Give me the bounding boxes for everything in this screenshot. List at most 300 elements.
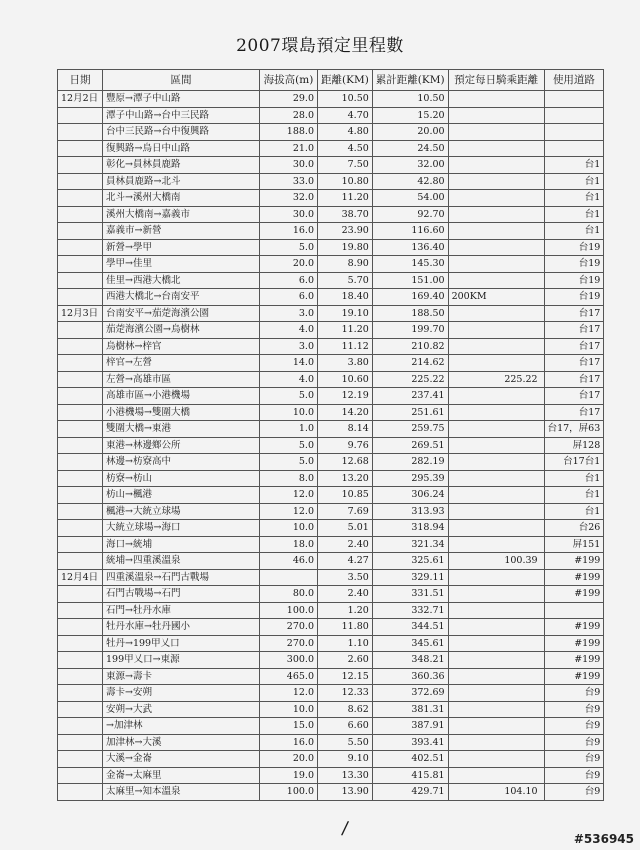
cell-segment: 枋寮→枋山 — [103, 470, 260, 487]
cell-altitude: 300.0 — [260, 652, 318, 669]
cell-road — [544, 91, 604, 108]
table-row — [58, 685, 604, 702]
cell-segment: 統埔→四重溪溫泉 — [103, 553, 260, 570]
cell-segment: 北斗→溪州大橋南 — [103, 190, 260, 207]
cell-altitude: 270.0 — [260, 635, 318, 652]
cell-daily-ride — [448, 503, 544, 520]
cell-road: 台1 — [544, 206, 604, 223]
cell-road: #199 — [544, 553, 604, 570]
table-row — [58, 124, 604, 141]
cell-road: #199 — [544, 635, 604, 652]
watermark-id: #536945 — [573, 832, 634, 846]
cell-distance: 1.20 — [318, 602, 373, 619]
cell-distance: 9.76 — [318, 437, 373, 454]
cell-daily-ride — [448, 272, 544, 289]
cell-date — [58, 520, 103, 537]
table-row — [58, 388, 604, 405]
cell-segment: 台南安平→茄萣海濱公園 — [103, 305, 260, 322]
col-header-cumulative: 累計距離(KM) — [372, 70, 448, 91]
cell-distance: 8.62 — [318, 701, 373, 718]
cell-road: 台17 — [544, 371, 604, 388]
cell-distance: 12.19 — [318, 388, 373, 405]
cell-date: 12月2日 — [58, 91, 103, 108]
cell-date — [58, 322, 103, 339]
cell-altitude: 100.0 — [260, 784, 318, 801]
table-row — [58, 404, 604, 421]
cell-altitude: 20.0 — [260, 751, 318, 768]
cell-cumulative: 321.34 — [372, 536, 448, 553]
cell-distance: 1.10 — [318, 635, 373, 652]
table-row — [58, 602, 604, 619]
cell-altitude: 30.0 — [260, 157, 318, 174]
cell-road: 台17 — [544, 355, 604, 372]
cell-distance: 9.10 — [318, 751, 373, 768]
cell-road: 台9 — [544, 784, 604, 801]
cell-date — [58, 355, 103, 372]
cell-date — [58, 239, 103, 256]
cell-distance: 5.50 — [318, 734, 373, 751]
cell-road: 台1 — [544, 503, 604, 520]
cell-daily-ride — [448, 437, 544, 454]
cell-cumulative: 387.91 — [372, 718, 448, 735]
cell-daily-ride — [448, 586, 544, 603]
cell-date — [58, 470, 103, 487]
cell-cumulative: 10.50 — [372, 91, 448, 108]
cell-road: 台26 — [544, 520, 604, 537]
cell-date — [58, 421, 103, 438]
table-row — [58, 619, 604, 636]
cell-distance: 11.20 — [318, 190, 373, 207]
cell-altitude: 188.0 — [260, 124, 318, 141]
cell-distance: 12.15 — [318, 668, 373, 685]
table-row — [58, 454, 604, 471]
cell-cumulative: 188.50 — [372, 305, 448, 322]
cell-segment: 楓港→大統立球場 — [103, 503, 260, 520]
cell-segment: 大統立球場→海口 — [103, 520, 260, 537]
cell-date — [58, 652, 103, 669]
cell-road: 台1 — [544, 470, 604, 487]
cell-segment: 安朔→大武 — [103, 701, 260, 718]
cell-segment: 太麻里→知本溫泉 — [103, 784, 260, 801]
cell-distance: 3.50 — [318, 569, 373, 586]
cell-segment: 員林員鹿路→北斗 — [103, 173, 260, 190]
cell-road: #199 — [544, 668, 604, 685]
cell-altitude: 3.0 — [260, 338, 318, 355]
cell-daily-ride — [448, 734, 544, 751]
table-row — [58, 784, 604, 801]
cell-segment: 小港機場→雙圍大橋 — [103, 404, 260, 421]
cell-distance: 13.90 — [318, 784, 373, 801]
cell-distance: 13.30 — [318, 767, 373, 784]
cell-daily-ride — [448, 190, 544, 207]
cell-date — [58, 553, 103, 570]
page-title: 2007環島預定里程數 — [236, 36, 404, 56]
cell-daily-ride — [448, 140, 544, 157]
cell-cumulative: 381.31 — [372, 701, 448, 718]
cell-cumulative: 318.94 — [372, 520, 448, 537]
cell-daily-ride — [448, 685, 544, 702]
cell-road: 屏151 — [544, 536, 604, 553]
cell-cumulative: 295.39 — [372, 470, 448, 487]
cell-segment: 壽卡→安朔 — [103, 685, 260, 702]
cell-date — [58, 454, 103, 471]
cell-distance: 38.70 — [318, 206, 373, 223]
cell-distance: 2.40 — [318, 586, 373, 603]
cell-daily-ride — [448, 470, 544, 487]
table-row — [58, 767, 604, 784]
table-row — [58, 569, 604, 586]
cell-distance: 8.14 — [318, 421, 373, 438]
cell-altitude: 10.0 — [260, 701, 318, 718]
cell-date — [58, 602, 103, 619]
cell-cumulative: 429.71 — [372, 784, 448, 801]
cell-distance: 5.01 — [318, 520, 373, 537]
cell-segment: 茄萣海濱公園→烏樹林 — [103, 322, 260, 339]
cell-road: 台19 — [544, 256, 604, 273]
cell-altitude: 12.0 — [260, 685, 318, 702]
table-row — [58, 239, 604, 256]
cell-altitude: 100.0 — [260, 602, 318, 619]
cell-distance: 10.80 — [318, 173, 373, 190]
cell-segment: 枋山→楓港 — [103, 487, 260, 504]
cell-road: 台17 — [544, 388, 604, 405]
table-row — [58, 223, 604, 240]
cell-road: 台1 — [544, 223, 604, 240]
cell-cumulative: 237.41 — [372, 388, 448, 405]
cell-road: 台9 — [544, 751, 604, 768]
cell-segment: 復興路→烏日中山路 — [103, 140, 260, 157]
cell-daily-ride — [448, 124, 544, 141]
table-row — [58, 652, 604, 669]
cell-altitude: 32.0 — [260, 190, 318, 207]
cell-cumulative: 92.70 — [372, 206, 448, 223]
cell-daily-ride — [448, 91, 544, 108]
table-row — [58, 305, 604, 322]
cell-daily-ride — [448, 404, 544, 421]
table-row — [58, 206, 604, 223]
cell-cumulative: 54.00 — [372, 190, 448, 207]
table-row — [58, 289, 604, 306]
cell-distance: 12.68 — [318, 454, 373, 471]
cell-road: 台1 — [544, 173, 604, 190]
cell-daily-ride — [448, 520, 544, 537]
cell-daily-ride — [448, 751, 544, 768]
cell-date — [58, 503, 103, 520]
cell-segment: 烏樹林→梓官 — [103, 338, 260, 355]
cell-date — [58, 190, 103, 207]
cell-daily-ride: 100.39 — [448, 553, 544, 570]
cell-road: 台9 — [544, 718, 604, 735]
cell-road: 台19 — [544, 239, 604, 256]
cell-distance: 11.12 — [318, 338, 373, 355]
cell-altitude: 10.0 — [260, 520, 318, 537]
cell-daily-ride — [448, 487, 544, 504]
cell-segment: 高雄市區→小港機場 — [103, 388, 260, 405]
cell-distance: 4.80 — [318, 124, 373, 141]
cell-altitude: 10.0 — [260, 404, 318, 421]
cell-road: 台1 — [544, 190, 604, 207]
cell-segment: 牡丹→199甲乂口 — [103, 635, 260, 652]
table-row — [58, 140, 604, 157]
table-row — [58, 734, 604, 751]
cell-daily-ride — [448, 355, 544, 372]
cell-segment: 潭子中山路→台中三民路 — [103, 107, 260, 124]
cell-segment: 溪州大橋南→嘉義市 — [103, 206, 260, 223]
table-row — [58, 470, 604, 487]
col-header-daily-ride: 預定每日騎乘距離 — [448, 70, 544, 91]
cell-road: 屏128 — [544, 437, 604, 454]
cell-distance: 2.60 — [318, 652, 373, 669]
cell-daily-ride — [448, 421, 544, 438]
cell-road: #199 — [544, 619, 604, 636]
cell-date — [58, 586, 103, 603]
cell-cumulative: 313.93 — [372, 503, 448, 520]
cell-altitude — [260, 569, 318, 586]
cell-cumulative: 331.51 — [372, 586, 448, 603]
cell-distance: 11.20 — [318, 322, 373, 339]
cell-distance: 12.33 — [318, 685, 373, 702]
table-row — [58, 371, 604, 388]
cell-road: 台17台1 — [544, 454, 604, 471]
cell-road: #199 — [544, 652, 604, 669]
cell-distance: 4.27 — [318, 553, 373, 570]
table-row — [58, 157, 604, 174]
cell-altitude: 12.0 — [260, 503, 318, 520]
cell-altitude: 21.0 — [260, 140, 318, 157]
cell-cumulative: 169.40 — [372, 289, 448, 306]
cell-distance: 2.40 — [318, 536, 373, 553]
cell-segment: 牡丹水庫→牡丹國小 — [103, 619, 260, 636]
cell-distance: 6.60 — [318, 718, 373, 735]
cell-altitude: 28.0 — [260, 107, 318, 124]
cell-cumulative: 344.51 — [372, 619, 448, 636]
cell-daily-ride — [448, 767, 544, 784]
cell-altitude: 6.0 — [260, 272, 318, 289]
cell-altitude: 3.0 — [260, 305, 318, 322]
cell-daily-ride: 200KM — [448, 289, 544, 306]
cell-date — [58, 685, 103, 702]
cell-daily-ride — [448, 157, 544, 174]
cell-date — [58, 487, 103, 504]
cell-date — [58, 404, 103, 421]
cell-distance: 11.80 — [318, 619, 373, 636]
cell-altitude: 16.0 — [260, 223, 318, 240]
cell-date — [58, 157, 103, 174]
cell-daily-ride — [448, 206, 544, 223]
cell-date — [58, 256, 103, 273]
page-number-mark: / — [340, 817, 350, 840]
cell-segment: 199甲乂口→東源 — [103, 652, 260, 669]
cell-cumulative: 348.21 — [372, 652, 448, 669]
cell-altitude: 30.0 — [260, 206, 318, 223]
cell-segment: 石門古戰場→石門 — [103, 586, 260, 603]
cell-segment: 西港大橋北→台南安平 — [103, 289, 260, 306]
cell-segment: 台中三民路→台中復興路 — [103, 124, 260, 141]
cell-road: 台17，屏63 — [544, 421, 604, 438]
cell-road: 台9 — [544, 767, 604, 784]
table-row — [58, 553, 604, 570]
cell-altitude: 33.0 — [260, 173, 318, 190]
cell-date — [58, 223, 103, 240]
cell-date — [58, 371, 103, 388]
cell-altitude: 80.0 — [260, 586, 318, 603]
table-row — [58, 751, 604, 768]
cell-cumulative: 15.20 — [372, 107, 448, 124]
cell-road — [544, 124, 604, 141]
cell-date — [58, 206, 103, 223]
header-row — [58, 70, 604, 91]
cell-cumulative: 32.00 — [372, 157, 448, 174]
cell-cumulative: 415.81 — [372, 767, 448, 784]
cell-altitude: 46.0 — [260, 553, 318, 570]
table-row — [58, 718, 604, 735]
cell-daily-ride — [448, 602, 544, 619]
cell-altitude: 6.0 — [260, 289, 318, 306]
table-row — [58, 91, 604, 108]
table-row — [58, 635, 604, 652]
cell-segment: 石門→牡丹水庫 — [103, 602, 260, 619]
cell-segment: 彰化→員林員鹿路 — [103, 157, 260, 174]
table-row — [58, 190, 604, 207]
cell-daily-ride — [448, 239, 544, 256]
cell-date — [58, 272, 103, 289]
cell-daily-ride — [448, 223, 544, 240]
cell-segment: 左營→高雄市區 — [103, 371, 260, 388]
table-row — [58, 256, 604, 273]
cell-daily-ride — [448, 569, 544, 586]
cell-altitude: 4.0 — [260, 322, 318, 339]
cell-altitude: 4.0 — [260, 371, 318, 388]
cell-altitude: 5.0 — [260, 239, 318, 256]
cell-date — [58, 635, 103, 652]
cell-road: 台9 — [544, 685, 604, 702]
cell-cumulative: 332.71 — [372, 602, 448, 619]
table-row — [58, 355, 604, 372]
cell-date — [58, 536, 103, 553]
cell-segment: 金崙→太麻里 — [103, 767, 260, 784]
cell-road: 台9 — [544, 701, 604, 718]
cell-distance: 14.20 — [318, 404, 373, 421]
cell-cumulative: 402.51 — [372, 751, 448, 768]
table-row — [58, 487, 604, 504]
cell-daily-ride — [448, 454, 544, 471]
cell-cumulative: 145.30 — [372, 256, 448, 273]
cell-road: 台17 — [544, 338, 604, 355]
cell-cumulative: 372.69 — [372, 685, 448, 702]
cell-cumulative: 269.51 — [372, 437, 448, 454]
table-row — [58, 437, 604, 454]
cell-altitude: 15.0 — [260, 718, 318, 735]
cell-distance: 5.70 — [318, 272, 373, 289]
cell-cumulative: 325.61 — [372, 553, 448, 570]
cell-distance: 13.20 — [318, 470, 373, 487]
cell-road: 台19 — [544, 272, 604, 289]
cell-segment: 加津林→大溪 — [103, 734, 260, 751]
cell-date — [58, 784, 103, 801]
cell-cumulative: 214.62 — [372, 355, 448, 372]
cell-date — [58, 107, 103, 124]
cell-road: 台1 — [544, 487, 604, 504]
cell-date: 12月3日 — [58, 305, 103, 322]
cell-altitude: 465.0 — [260, 668, 318, 685]
cell-distance: 8.90 — [318, 256, 373, 273]
cell-cumulative: 210.82 — [372, 338, 448, 355]
cell-road — [544, 140, 604, 157]
cell-altitude: 14.0 — [260, 355, 318, 372]
cell-date — [58, 701, 103, 718]
col-header-distance: 距離(KM) — [318, 70, 373, 91]
table-row — [58, 701, 604, 718]
cell-cumulative: 42.80 — [372, 173, 448, 190]
cell-altitude: 19.0 — [260, 767, 318, 784]
col-header-date: 日期 — [58, 70, 103, 91]
cell-segment: 豐原→潭子中山路 — [103, 91, 260, 108]
cell-segment: 新營→學甲 — [103, 239, 260, 256]
cell-daily-ride: 225.22 — [448, 371, 544, 388]
cell-segment: 佳里→西港大橋北 — [103, 272, 260, 289]
cell-date — [58, 388, 103, 405]
col-header-altitude: 海拔高(m) — [260, 70, 318, 91]
table-row — [58, 586, 604, 603]
cell-road: 台19 — [544, 289, 604, 306]
cell-distance: 10.85 — [318, 487, 373, 504]
cell-date — [58, 140, 103, 157]
cell-segment: 嘉義市→新營 — [103, 223, 260, 240]
cell-segment: →加津林 — [103, 718, 260, 735]
cell-daily-ride — [448, 536, 544, 553]
cell-road: 台1 — [544, 157, 604, 174]
cell-date — [58, 173, 103, 190]
cell-distance: 18.40 — [318, 289, 373, 306]
cell-road: 台17 — [544, 322, 604, 339]
cell-cumulative: 345.61 — [372, 635, 448, 652]
table-row — [58, 536, 604, 553]
cell-cumulative: 24.50 — [372, 140, 448, 157]
cell-cumulative: 393.41 — [372, 734, 448, 751]
table-row — [58, 322, 604, 339]
cell-road: #199 — [544, 586, 604, 603]
cell-cumulative: 116.60 — [372, 223, 448, 240]
cell-cumulative: 20.00 — [372, 124, 448, 141]
cell-segment: 東港→林邊鄉公所 — [103, 437, 260, 454]
cell-altitude: 5.0 — [260, 437, 318, 454]
cell-distance: 23.90 — [318, 223, 373, 240]
cell-cumulative: 225.22 — [372, 371, 448, 388]
cell-road: 台17 — [544, 404, 604, 421]
cell-altitude: 1.0 — [260, 421, 318, 438]
cell-daily-ride — [448, 388, 544, 405]
cell-date: 12月4日 — [58, 569, 103, 586]
table-row — [58, 338, 604, 355]
cell-date — [58, 668, 103, 685]
cell-distance: 4.70 — [318, 107, 373, 124]
cell-distance: 19.80 — [318, 239, 373, 256]
cell-daily-ride — [448, 718, 544, 735]
table-row — [58, 107, 604, 124]
table-row — [58, 520, 604, 537]
cell-segment: 海口→統埔 — [103, 536, 260, 553]
cell-distance: 10.50 — [318, 91, 373, 108]
cell-date — [58, 619, 103, 636]
table-row — [58, 421, 604, 438]
cell-daily-ride: 104.10 — [448, 784, 544, 801]
cell-altitude: 8.0 — [260, 470, 318, 487]
cell-cumulative: 259.75 — [372, 421, 448, 438]
cell-date — [58, 767, 103, 784]
cell-cumulative: 306.24 — [372, 487, 448, 504]
cell-road — [544, 602, 604, 619]
cell-daily-ride — [448, 107, 544, 124]
